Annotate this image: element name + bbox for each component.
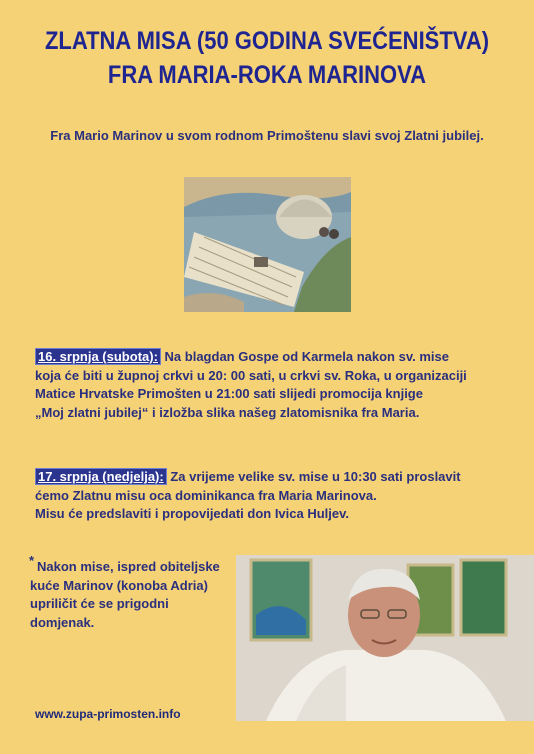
event2-line2: ćemo Zlatnu misu oca dominikanca fra Maria Marinova.: [35, 487, 377, 503]
event-paragraph-1: [35, 348, 505, 422]
intro-text: Fra Mario Marinov u svom rodnom Primoštenu slavi svoj Zlatni jubilej.: [50, 128, 484, 143]
website-link[interactable]: www.zupa-primosten.info: [35, 707, 181, 721]
note-line3: upriličit će se prigodni: [30, 596, 169, 611]
event1-line2: koja će biti u župnoj crkvi u 20: 00 sati, u crkvi sv. Roka, u organizaciji: [35, 367, 467, 383]
reception-note: [29, 553, 240, 632]
note-line1: Nakon mise, ispred obiteljske: [37, 559, 220, 574]
painting-image: [184, 177, 351, 312]
event-paragraph-2: [35, 468, 505, 524]
event-date-label-1: 16. srpnja (subota):: [35, 348, 161, 365]
headline-line-1: ZLATNA MISA (50 GODINA SVEĆENIŠTVA): [44, 27, 490, 55]
portrait-photo: [236, 555, 534, 721]
headline-line-2: FRA MARIA-ROKA MARINOVA: [107, 61, 427, 89]
event2-line1: Za vrijeme velike sv. mise u 10:30 sati proslavit: [170, 469, 461, 484]
event-date-label-2: 17. srpnja (nedjelja):: [35, 468, 167, 485]
event2-line3: Misu će predslaviti i propovijedati don Ivica Huljev.: [35, 506, 350, 521]
event1-line3: Matice Hrvatske Primošten u 21:00 sati slijedi promocija knjige: [35, 386, 423, 401]
asterisk-mark: *: [29, 553, 35, 568]
note-line4: domjenak.: [30, 614, 95, 630]
event1-line1: Na blagdan Gospe od Karmela nakon sv. mise: [164, 349, 449, 364]
event1-line4: „Moj zlatni jubilej“ i izložba slika našeg zlatomisnika fra Maria.: [35, 404, 420, 420]
note-line2: kuće Marinov (konoba Adria): [30, 577, 208, 593]
